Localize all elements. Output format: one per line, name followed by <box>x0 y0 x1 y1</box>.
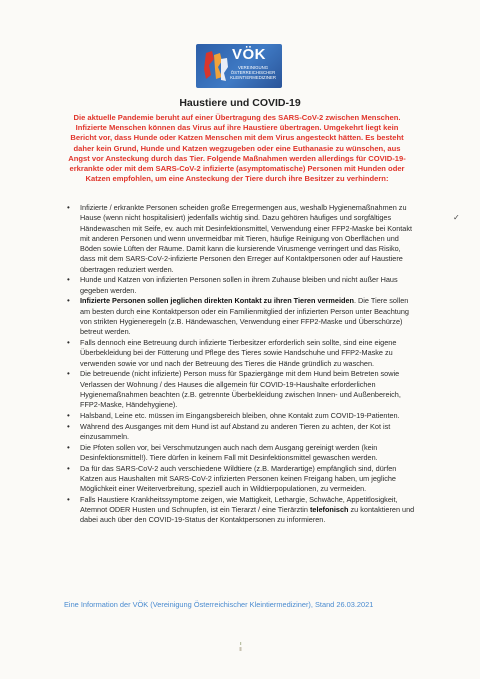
check-mark-icon: ✓ <box>453 213 460 222</box>
intro-paragraph: Die aktuelle Pandemie beruht auf einer Übertragung des SARS-CoV-2 zwischen Menschen. Infizierte Menschen können das Virus auf ihre Haustiere übertragen. Umgekehrt liegt kein Bericht vor, dass Hunde oder Katzen Menschen mit dem Virus angesteckt hätten. Es besteht daher kein Grund, Hunde und Katzen wegzugeben oder eine Euthanasie zu wünschen, aus Angst vor Ansteckung durch das Tier. Folgende Maßnahmen werden allerdings für COVID-19-erkrankte oder mit dem SARS-CoV-2 infizierte (asymptomatische) Personen mit Hunden oder Katzen empfohlen, um eine Ansteckung der Tiere durch ihre Besitzer zu verhindern: <box>68 113 406 184</box>
list-item: • Die Pfoten sollen vor, bei Verschmutzungen auch nach dem Ausgang gereinigt werden (kein Desinfektionsmittel!). Tiere dürfen in keinem Fall mit Desinfektionsmittel gewaschen werden. <box>66 443 418 464</box>
list-item: • Während des Ausganges mit dem Hund ist auf Abstand zu anderen Tieren zu achten, der Kot ist einzusammeln. <box>66 422 418 443</box>
measures-list <box>66 203 418 526</box>
scan-mark <box>239 642 242 652</box>
list-item: • Da für das SARS-CoV-2 auch verschiedene Wildtiere (z.B. Marderartige) empfänglich sind, dürfen Katzen aus Haushalten mit SARS-CoV-2 infizierten Personen keinen Freigang haben, um jegliche Möglichkeit einer Weiterverbreitung, speziell auch in Wildtierpopulationen, zu vermeiden. <box>66 464 418 495</box>
list-item: • Hunde und Katzen von infizierten Personen sollen in ihrem Zuhause bleiben und nicht außer Haus gegeben werden. <box>66 275 418 296</box>
list-item: • Die betreuende (nicht infizierte) Person muss für Spaziergänge mit dem Hund beim Betreten sowie Verlassen der Wohnung / des Hauses die allgemein für COVID-19-Haushalte erforderlichen Hygienemaßnahmen beachten (z.B. getrennte Überbekleidung zwischen Innen- und Außenbereich, FFP2-Maske, Händehygiene). <box>66 369 418 410</box>
logo-subtitle: VEREINIGUNG ÖSTERREICHISCHER KLEINTIERMEDIZINER <box>230 65 276 80</box>
list-item: • Infizierte / erkrankte Personen scheiden große Erregermengen aus, weshalb Hygienemaßnahmen zu Hause (wenn nicht hospitalisiert) jedenfalls wichtig sind. Dazu gehören häufiges und sorgfältiges Händewaschen mit Seife, ev. auch mit Desinfektionsmittel, Verwendung einer FFP2-Maske bei Kontakt mit anderen Personen und wenn unvermeidbar mit Tieren, häufige Reinigung von Oberflächen und Böden sowie Lüften der Räume. Damit kann die kursierende Virusmenge verringert und das Risiko, dass mit dem SARS-CoV-2-infizierte Personen den Erreger auf Kontaktpersonen oder auf Haustiere übertragen reduziert werden. <box>66 203 418 275</box>
list-item: • Falls dennoch eine Betreuung durch infizierte Tierbesitzer erforderlich sein sollte, sind eine eigene Überbekleidung bei der Fütterung und Pflege des Tieres sowie Handschuhe und FFP2-Maske zu verwenden sowie vor und nach der Betreuung des Tieres die Hände gründlich zu waschen. <box>66 338 418 369</box>
list-item: • Halsband, Leine etc. müssen im Eingangsbereich bleiben, ohne Kontakt zum COVID-19-Patienten. <box>66 411 418 421</box>
footer-note: Eine Information der VÖK (Vereinigung Österreichischer Kleintiermediziner), Stand 26.03.2021 <box>64 600 374 609</box>
voek-logo <box>196 44 282 88</box>
list-item: • Falls Haustiere Krankheitssymptome zeigen, wie Mattigkeit, Lethargie, Schwäche, Appetitlosigkeit, Atemnot ODER Husten und Schnupfen, ist ein Tierarzt / eine Tierärztin telefonisch zu kontaktieren und dabei auch über den COVID-19-Status der Kontaktpersonen zu informieren. <box>66 495 418 526</box>
list-item: • Infizierte Personen sollen jeglichen direkten Kontakt zu ihren Tieren vermeiden. Die Tiere sollen am besten durch eine Kontaktperson oder ein Familienmitglied der infizierten Person unter Beachtung von strikten Hygieneregeln (z.B. Händewaschen, Verwendung einer FFP2-Maske und Überschürze) betreut werden. <box>66 296 418 337</box>
logo-brand: VÖK <box>232 46 267 63</box>
page-title: Haustiere und COVID-19 <box>179 97 301 109</box>
